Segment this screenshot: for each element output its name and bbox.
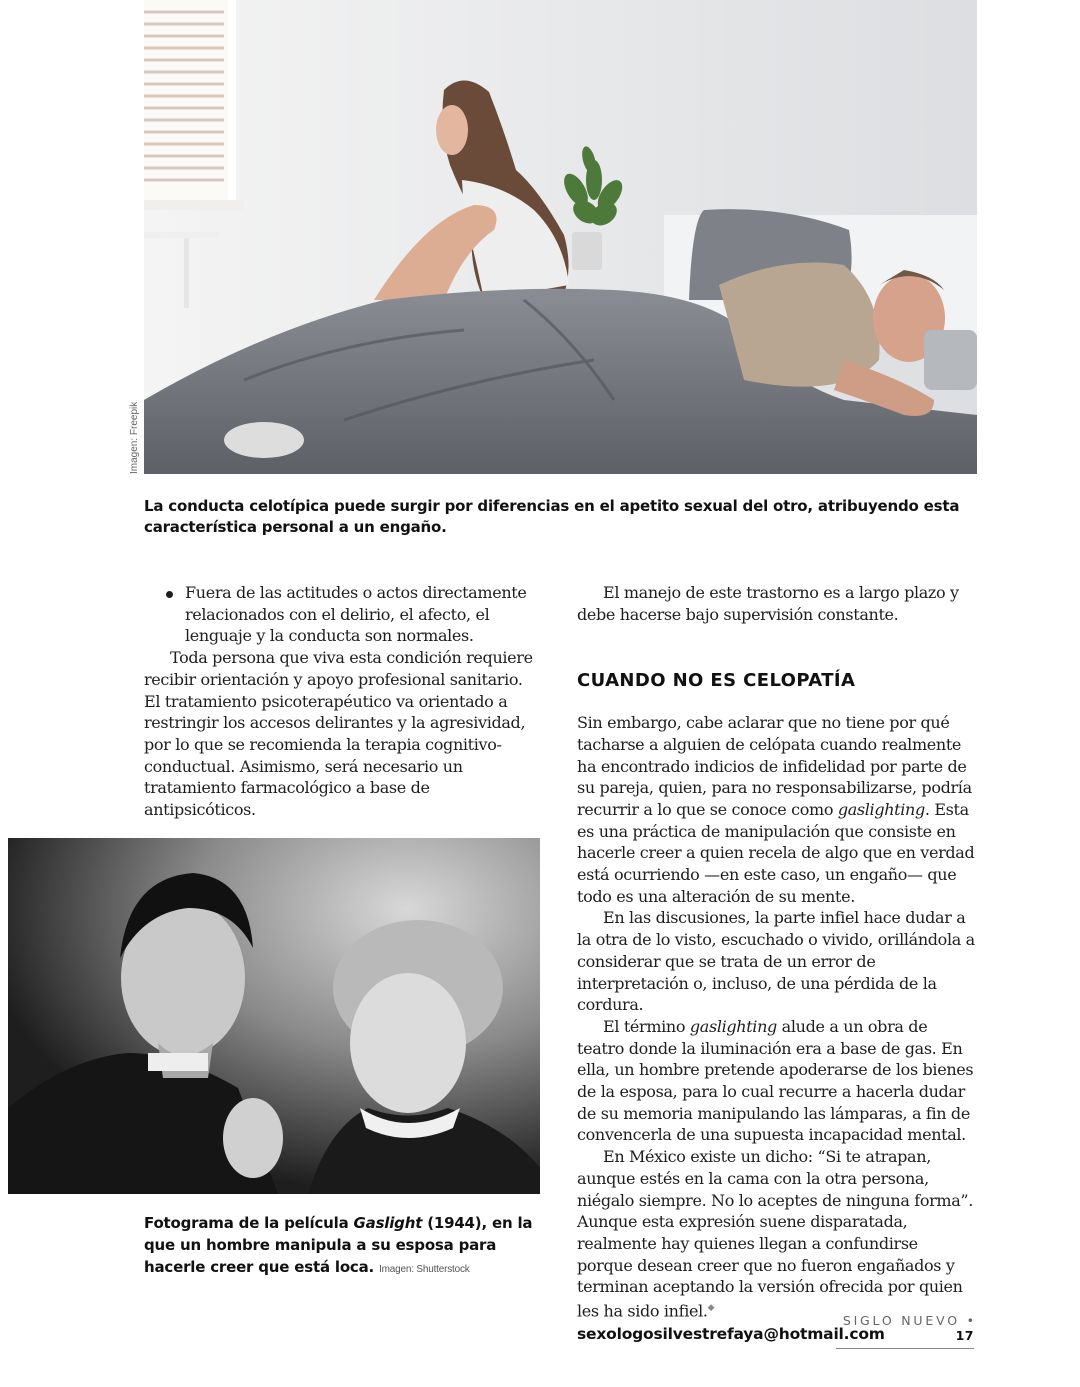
p3-text-start: El término: [603, 1016, 690, 1036]
film-still-caption: [144, 1212, 540, 1281]
paragraph-1: [577, 712, 977, 907]
gaslight-film-still: [8, 838, 540, 1194]
paragraph-2: En las discusiones, la parte infiel hace dudar a la otra de lo visto, escuchado o vivido, orillándola a considerar que se trata de un error de interpretación o, incluso, de una pérdida de la cordura.: [577, 908, 975, 1015]
intro-paragraph: El manejo de este trastorno es a largo plazo y debe hacerse bajo supervisión constante.: [577, 583, 959, 624]
p3-text-end: alude a un obra de teatro donde la iluminación era a base de gas. En ella, un hombre pretende apoderarse de los bienes de la esposa, para lo cual recurre a hacerla dudar de su memoria manipulando las lámparas, a fin de convencerla de una supuesta incapacidad mental.: [577, 1016, 974, 1145]
caption-text-start: Fotograma de la película: [144, 1214, 354, 1232]
paragraph: Toda persona que viva esta condición requiere recibir orientación y apoyo profesional sanitario. El tratamiento psicoterapéutico va orientado a restringir los accesos delirantes y la agresividad, por lo que se recomienda la terapia cognitivo-conductual. Asimismo, será necesario un tratamiento farmacológico a base de antipsicóticos.: [144, 648, 533, 820]
top-photo-credit: Imagen: Freepik: [129, 401, 140, 474]
top-photo-caption: La conducta celotípica puede surgir por diferencias en el apetito sexual del otro, atribuyendo esta característica personal a un engaño.: [144, 497, 960, 536]
bullet-text: Fuera de las actitudes o actos directamente relacionados con el delirio, el afecto, el lenguaje y la conducta son normales.: [185, 583, 527, 646]
magazine-name: SIGLO NUEVO: [842, 1313, 960, 1328]
footer-separator: •: [966, 1313, 974, 1328]
page-number: 17: [955, 1328, 974, 1343]
left-column: [144, 582, 536, 821]
p1-term: gaslighting: [837, 799, 925, 819]
film-title: Gaslight: [353, 1214, 423, 1232]
film-still-illustration: [8, 838, 540, 1194]
paragraph-3: [577, 1016, 977, 1146]
section-heading: CUANDO NO ES CELOPATÍA: [577, 670, 856, 692]
bullet-dot: [166, 591, 173, 598]
p4-text: En México existe un dicho: “Si te atrapan, aunque estés en la cama con la otra persona, niégalo siempre. No lo aceptes de ninguna forma”. Aunque esta expresión suene disparatada, realmente hay quienes llegan a confundirse porque desean creer que no fueron engañados y terminan aceptando la versión ofrecida por quien les ha sido infiel.: [577, 1147, 973, 1321]
caption-text-end: (1944), en la que un hombre manipula a su esposa para hacerle creer que está loca.: [144, 1214, 533, 1276]
bedroom-photo: [144, 0, 977, 474]
bedroom-illustration: [144, 0, 977, 474]
p1-text-start: Sin embargo, cabe aclarar que no tiene por qué tacharse a alguien de celópata cuando realmente ha encontrado indicios de infidelidad por parte de su pareja, quien, para no responsabilizarse, podría recurrir a lo que se conoce como: [577, 713, 972, 819]
photo-credit-vertical: [128, 400, 142, 474]
end-mark-icon: ◆: [707, 1303, 715, 1314]
right-column: [577, 582, 977, 1346]
author-email-link[interactable]: sexologosilvestrefaya@hotmail.com: [577, 1325, 885, 1344]
film-still-credit: Imagen: Shutterstock: [379, 1264, 470, 1275]
page-footer: [836, 1313, 974, 1349]
paragraph-4: [577, 1146, 977, 1322]
p1-text-end: . Esta es una práctica de manipulación que consiste en hacerle creer a quien recela de algo que en verdad está ocurriendo —en este caso, un engaño— que todo es una alteración de su mente.: [577, 799, 975, 906]
p3-term: gaslighting: [689, 1016, 777, 1036]
bullet-item: [144, 582, 536, 647]
